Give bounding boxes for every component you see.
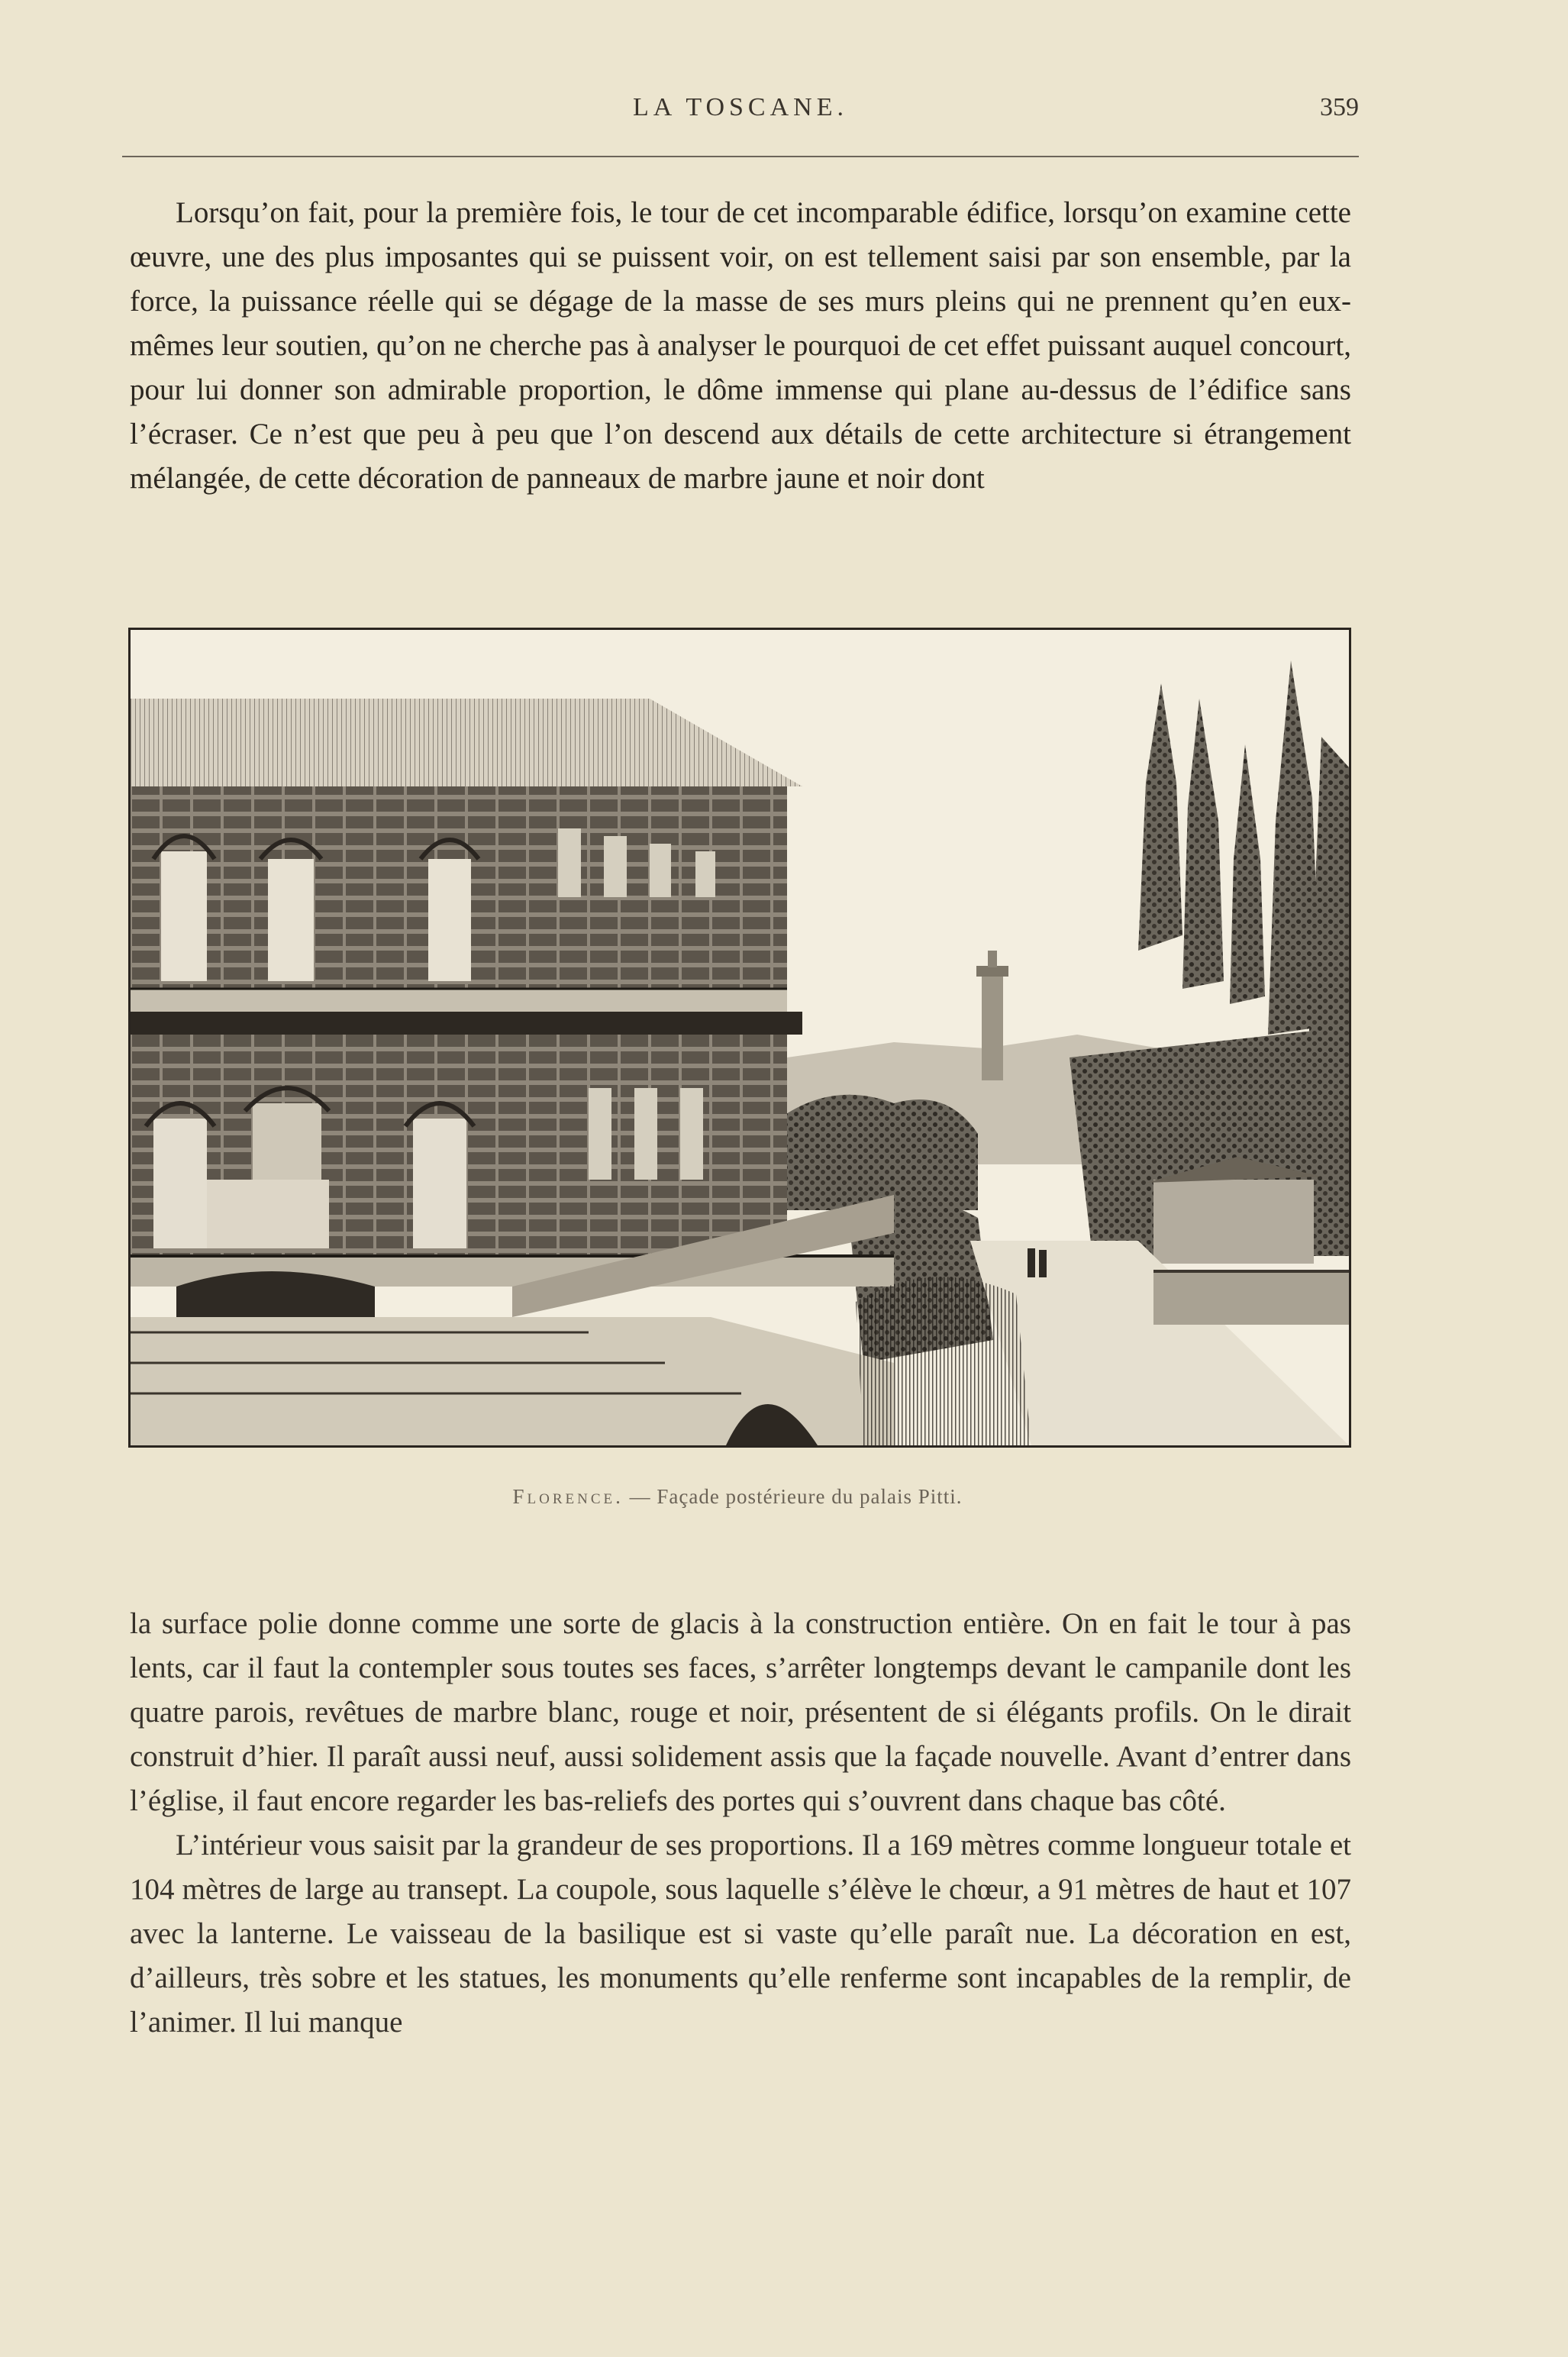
- caption-place: Florence.: [512, 1485, 624, 1508]
- caption-text: — Façade postérieure du palais Pitti.: [623, 1485, 963, 1508]
- figure-caption: [128, 1485, 1347, 1509]
- running-title: LA TOSCANE.: [632, 93, 848, 121]
- paragraph: L’intérieur vous saisit par la grandeur de ses proportions. Il a 169 mètres comme longueur totale et 104 mètres de large au transept. La coupole, sous laquelle s’élève le chœur, a 91 mètres de haut et 107 avec la lanterne. Le vaisseau de la basilique est si vaste qu’elle paraît nue. La décoration en est, d’ailleurs, très sobre et les statues, les monuments qu’elle renferme sont incapables de la remplir, de l’animer. Il lui manque: [130, 1829, 1351, 2039]
- top-text-block: [130, 191, 1351, 501]
- page-header: [122, 86, 1359, 131]
- page-number: 359: [1320, 93, 1359, 121]
- paragraph: Lorsqu’on fait, pour la première fois, le tour de cet incomparable édifice, lorsqu’on examine cette œuvre, une des plus imposantes qui se puissent voir, on est tellement saisi par son ensemble, par la force, la puissance réelle qui se dégage de la masse de ses murs pleins qui ne prennent qu’en eux-mêmes leur soutien, qu’on ne cherche pas à analyser le pourquoi de cet effet puissant auquel concourt, pour lui donner son admirable proportion, le dôme immense qui plane au-dessus de l’édifice sans l’écraser. Ce n’est que peu à peu que l’on descend aux détails de cette architecture si étrangement mélangée, de cette décoration de panneaux de marbre jaune et noir dont: [130, 196, 1351, 495]
- engraving-illustration: [128, 628, 1351, 1448]
- paragraph: la surface polie donne comme une sorte de glacis à la construction entière. On en fait le tour à pas lents, car il faut la contempler sous toutes ses faces, s’arrêter longtemps devant le campanile dont les quatre parois, revêtues de marbre blanc, rouge et noir, présentent de si élégants profils. On le dirait construit d’hier. Il paraît aussi neuf, aussi solidement assis que la façade nouvelle. Avant d’entrer dans l’église, il faut encore regarder les bas-reliefs des portes qui s’ouvrent dans chaque bas côté.: [130, 1607, 1351, 1817]
- header-rule: [122, 156, 1359, 157]
- palazzo-pitti-engraving: [131, 630, 1349, 1445]
- bottom-text-block: [130, 1602, 1351, 2045]
